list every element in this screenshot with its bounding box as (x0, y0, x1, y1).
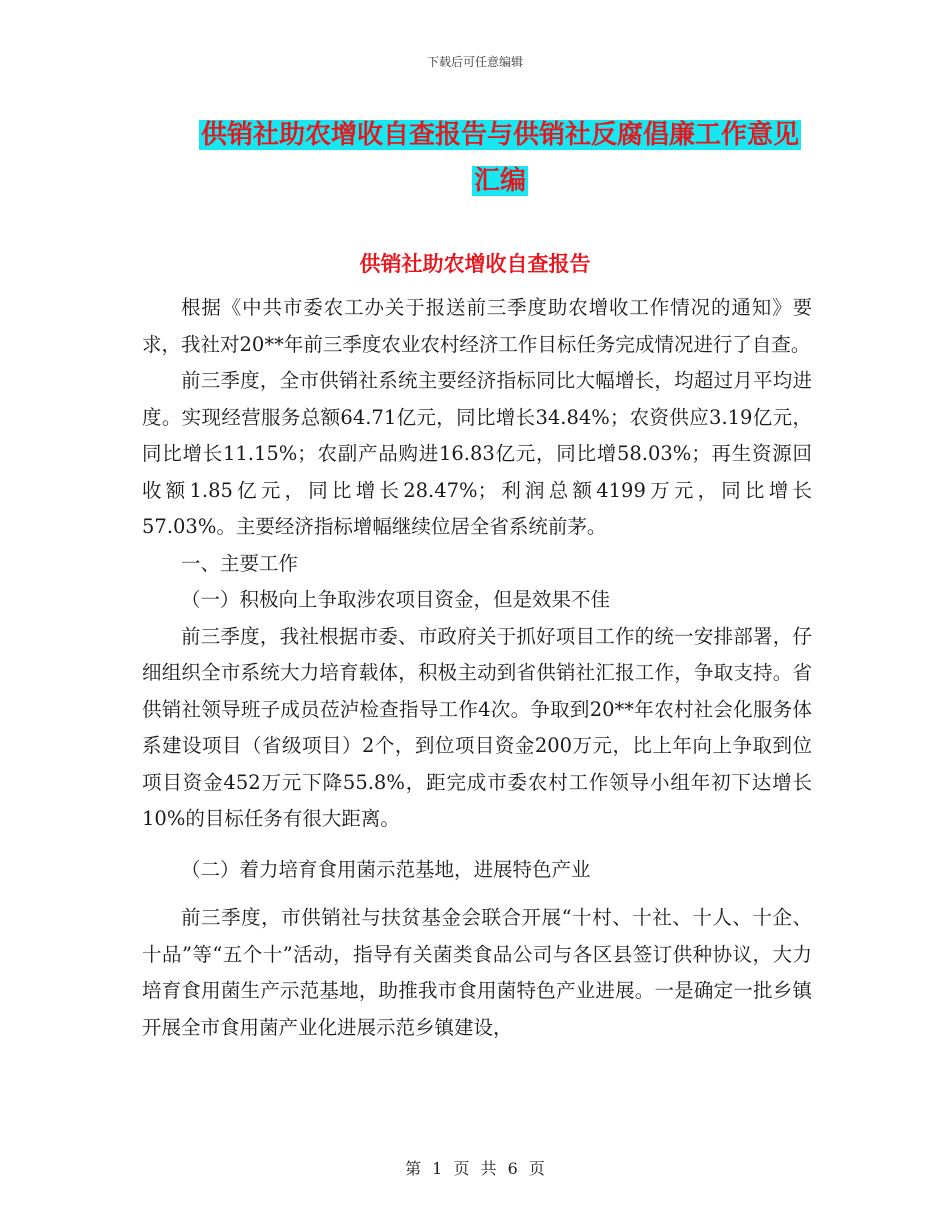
section-title: 供销社助农增收自查报告 (359, 252, 591, 276)
document-body (142, 290, 812, 1046)
paragraph-summary: 前三季度，全市供销社系统主要经济指标同比大幅增长，均超过月平均进度。实现经营服务总额64.71亿元，同比增长34.84%；农资供应3.19亿元，同比增长11.15%；农副产品购进16.83亿元，同比增58.03%；再生资源回收额1.85亿元，同比增长28.47%；利润总额4199万元，同比增长57.03%。主要经济指标增幅继续位居全省系统前茅。 (142, 369, 812, 538)
document-title-line-1: 供销社助农增收自查报告与供销社反腐倡廉工作意见 (200, 120, 799, 150)
heading-main-work: 一、主要工作 (181, 551, 299, 575)
page-number: 第 1 页 共 6 页 (405, 1159, 545, 1178)
document-title (140, 112, 860, 204)
paragraph-intro: 根据《中共市委农工办关于报送前三季度助农增收工作情况的通知》要求，我社对20**年前三季度农业农村经济工作目标任务完成情况进行了自查。 (142, 296, 812, 356)
header-note: 下载后可任意编辑 (426, 55, 523, 69)
paragraph-item-2: 前三季度，市供销社与扶贫基金会联合开展“十村、十社、十人、十企、十品”等“五个十”活动，指导有关菌类食品公司与各区县签订供种协议，大力培育食用菌生产示范基地，助推我市食用菌特色产业进展。一是确定一批乡镇开展全市食用菌产业化进展示范乡镇建设， (142, 906, 812, 1039)
document-title-line-2: 汇编 (473, 166, 526, 196)
paragraph-item-1: 前三季度，我社根据市委、市政府关于抓好项目工作的统一安排部署，仔细组织全市系统大力培育载体，积极主动到省供销社汇报工作，争取支持。省供销社领导班子成员莅泸检查指导工作4次。争取到20**年农村社会化服务体系建设项目（省级项目）2个，到位项目资金200万元，比上年向上争取到位项目资金452万元下降55.8%，距完成市委农村工作领导小组年初下达增长10%的目标任务有很大距离。 (142, 624, 812, 830)
heading-item-2: （二）着力培育食用菌示范基地，进展特色产业 (181, 857, 591, 881)
heading-item-1: （一）积极向上争取涉农项目资金，但是效果不佳 (181, 588, 611, 611)
